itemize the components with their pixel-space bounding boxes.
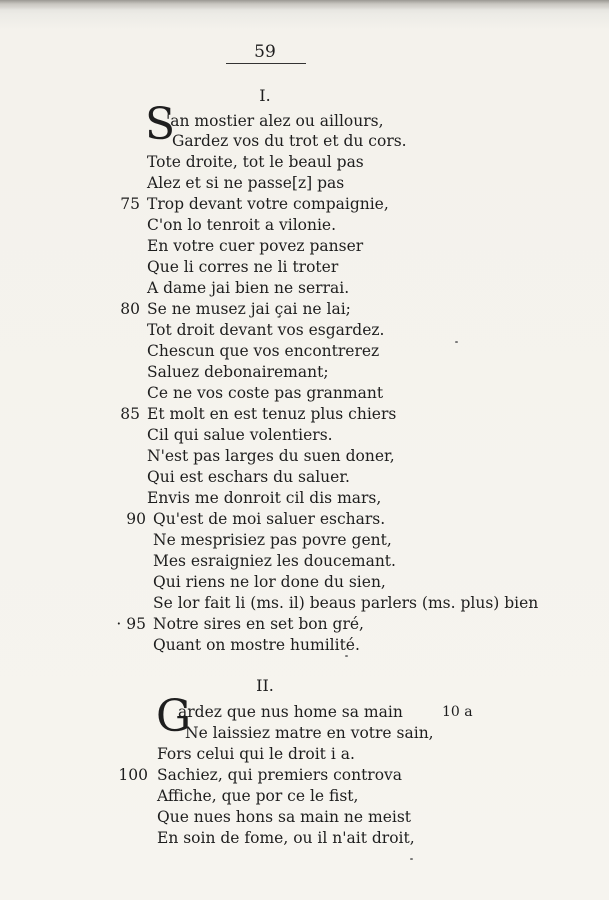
scan-speck	[410, 858, 413, 860]
dropcap-g: G	[156, 691, 192, 742]
section-title-2: II.	[256, 676, 274, 695]
page-top-edge	[0, 0, 609, 10]
verse-line: Quant on mostre humilité.	[153, 636, 360, 654]
verse-line: Que nues hons sa main ne meist	[157, 808, 412, 826]
page-number-rule	[226, 63, 306, 64]
verse-line: Chescun que vos encontrerez	[147, 342, 380, 360]
line-number: 85	[120, 405, 140, 423]
verse-line: Qui est eschars du saluer.	[147, 468, 350, 486]
verse-line: Mes esraigniez les doucemant.	[153, 552, 396, 570]
verse-line: Qu'est de moi saluer eschars.	[153, 510, 386, 528]
verse-line: 'an mostier alez ou aillours,	[166, 112, 384, 130]
line-number: 100	[118, 766, 148, 784]
verse-line: Sachiez, qui premiers controva	[157, 766, 403, 784]
verse-line: Alez et si ne passe[z] pas	[147, 174, 345, 192]
verse-line: Envis me donroit cil dis mars,	[147, 489, 382, 507]
verse-line: Que li corres ne li troter	[147, 258, 339, 276]
line-number: 90	[126, 510, 146, 528]
line-number: 75	[120, 195, 140, 213]
scan-speck	[345, 655, 348, 657]
verse-line: En soin de fome, ou il n'ait droit,	[157, 829, 415, 847]
verse-line: Affiche, que por ce le fist,	[157, 787, 359, 805]
verse-line: En votre cuer povez panser	[147, 237, 364, 255]
page-number: 59	[254, 42, 276, 62]
verse-line: Se ne musez jai çai ne lai;	[147, 300, 351, 318]
verse-line: Notre sires en set bon gré,	[153, 615, 364, 633]
verse-line: Ne mesprisiez pas povre gent,	[153, 531, 392, 549]
verse-line: Cil qui salue volentiers.	[147, 426, 333, 444]
verse-line: Saluez debonairemant;	[147, 363, 329, 381]
folio-marker: 10 a	[442, 704, 473, 720]
dropcap-s: S	[145, 99, 176, 150]
verse-line: Ne laissiez matre en votre sain,	[185, 724, 434, 742]
line-number: · 95	[116, 615, 146, 633]
verse-line: N'est pas larges du suen doner,	[147, 447, 395, 465]
verse-line: Trop devant votre compaignie,	[147, 195, 389, 213]
section-title-1: I.	[259, 86, 271, 105]
verse-line: A dame jai bien ne serrai.	[147, 279, 350, 297]
verse-line: C'on lo tenroit a vilonie.	[147, 216, 337, 234]
verse-line: Ce ne vos coste pas granmant	[147, 384, 384, 402]
verse-line: Qui riens ne lor done du sien,	[153, 573, 386, 591]
line-number: 80	[120, 300, 140, 318]
verse-line: Se lor fait li (ms. il) beaus parlers (ms. plus) bien	[153, 594, 539, 612]
scan-speck	[455, 341, 458, 343]
verse-line: Gardez vos du trot et du cors.	[172, 132, 407, 150]
verse-line: Tot droit devant vos esgardez.	[147, 321, 385, 339]
verse-line: Tote droite, tot le beaul pas	[147, 153, 364, 171]
verse-line: ardez que nus home sa main	[178, 703, 403, 721]
verse-line: Et molt en est tenuz plus chiers	[147, 405, 397, 423]
verse-line: Fors celui qui le droit i a.	[157, 745, 355, 763]
